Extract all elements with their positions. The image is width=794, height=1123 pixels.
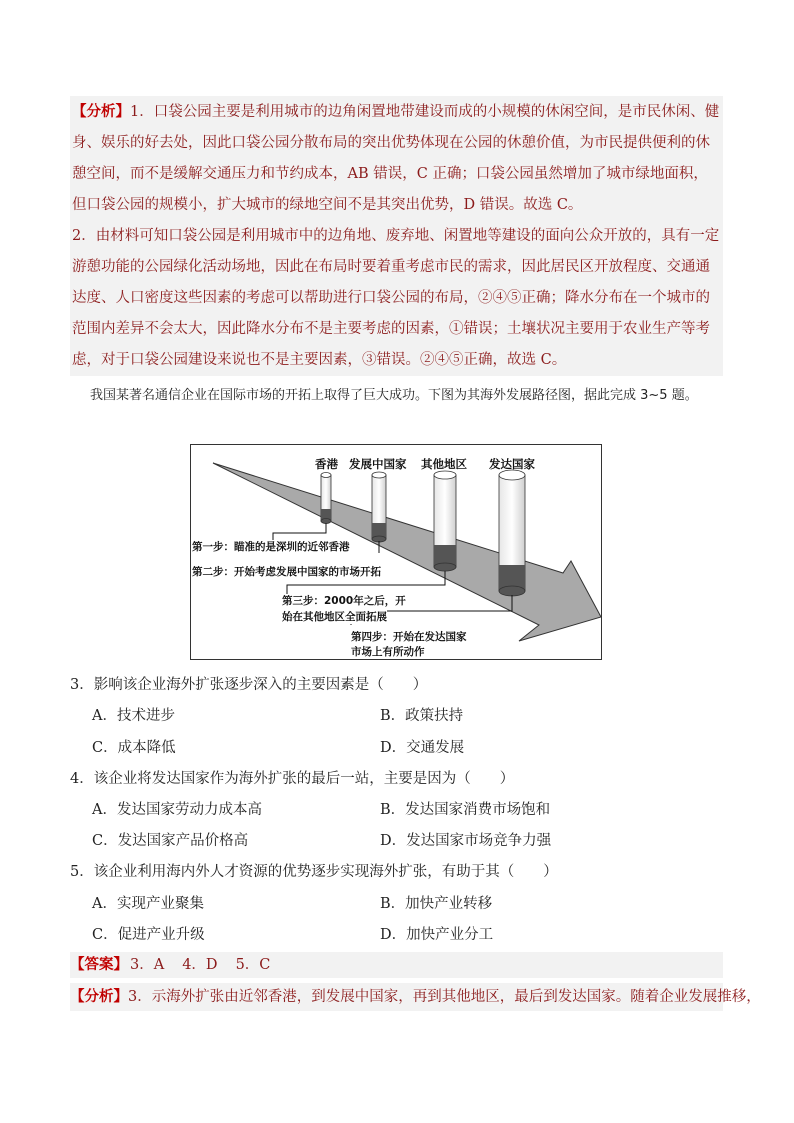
answer-tag: 【答案】 (70, 956, 128, 973)
analysis-block-1 (70, 96, 723, 376)
step-4-text-line2: 市场上有所动作 (351, 646, 425, 658)
analysis-block-2 (70, 983, 761, 1011)
question-3-stem: 3．影响该企业海外扩张逐步深入的主要因素是（ ） (70, 677, 428, 693)
q5-option-d[interactable]: D．加快产业分工 (380, 927, 494, 943)
q3-option-b[interactable]: B．政策扶持 (380, 708, 464, 724)
q5-option-a[interactable]: A．实现产业聚集 (92, 896, 204, 912)
q3-option-d[interactable]: D．交通发展 (380, 740, 465, 756)
question-5-stem: 5．该企业利用海内外人才资源的优势逐步实现海外扩张，有助于其（ ） (70, 864, 558, 880)
q3-option-a[interactable]: A．技术进步 (92, 708, 175, 724)
q3-option-c[interactable]: C．成本降低 (92, 740, 176, 756)
analysis-tag: 【分析】 (72, 103, 130, 120)
intro-text: 我国某著名通信企业在国际市场的开拓上取得了巨大成功。下图为其海外发展路径图，据此完成 3~5 题。 (90, 388, 698, 403)
analysis2-tag: 【分析】 (70, 988, 128, 1005)
answer-4: 4．D (182, 957, 218, 973)
label-hongkong: 香港 (315, 457, 338, 471)
label-developed-countries: 发达国家 (489, 457, 535, 471)
q5-option-c[interactable]: C．促进产业升级 (92, 927, 205, 943)
analysis-paragraph-1 (70, 96, 723, 221)
label-developing-countries: 发展中国家 (349, 457, 407, 471)
analysis-paragraph-2 (70, 221, 723, 376)
cylinder-other (434, 471, 456, 571)
step-2-text: 第二步：开始考虑发展中国家的市场开拓 (192, 566, 381, 578)
question-4-stem: 4．该企业将发达国家作为海外扩张的最后一站，主要是因为（ ） (70, 771, 515, 787)
q4-option-b[interactable]: B．发达国家消费市场饱和 (380, 802, 551, 818)
step-3-text-line2: 始在其他地区全面拓展 (282, 611, 387, 623)
q5-option-b[interactable]: B．加快产业转移 (380, 896, 493, 912)
answer-5: 5．C (235, 957, 271, 973)
step-1-text: 第一步：瞄准的是深圳的近邻香港 (192, 541, 350, 553)
answer-row (70, 952, 723, 978)
answer-3: 3．A (130, 957, 165, 973)
q4-option-a[interactable]: A．发达国家劳动力成本高 (92, 802, 262, 818)
cylinder-hongkong (321, 473, 331, 524)
cylinder-developing (372, 472, 386, 542)
analysis-text-1: 1．口袋公园主要是利用城市的边角闲置地带建设而成的小规模的休闲空间，是市民休闲、健身、娱乐的好去处，因此口袋公园分散布局的突出优势体现在公园的休憩价值，为市民提供便利的休憩空间，而不是缓解交通压力和节约成本，AB 错误，C 正确；口袋公园虽然增加了城市绿地面积，但口袋公园的规模小，扩大城市的绿地空间不是其突出优势，D 错误。故选 C。 (72, 104, 720, 213)
step-3-text-line1: 第三步：2000年之后，开 (282, 595, 406, 607)
q4-option-d[interactable]: D．发达国家市场竞争力强 (380, 833, 552, 849)
q4-option-c[interactable]: C．发达国家产品价格高 (92, 833, 249, 849)
question-intro (70, 380, 723, 411)
step-4-text-line1: 第四步：开始在发达国家 (351, 631, 467, 643)
analysis-text-2: 2．由材料可知口袋公园是利用城市中的边角地、废弃地、闲置地等建设的面向公众开放的，具有一定游憩功能的公园绿化活动场地，因此在布局时要着重考虑市民的需求，因此居民区开放程度、交通通达度、人口密度这些因素的考虑可以帮助进行口袋公园的布局，②④⑤正确；降水分布在一个城市的范围内差异不会太大，因此降水分布不是主要考虑的因素，①错误；土壤状况主要用于农业生产等考虑，对于口袋公园建设来说也不是主要因素，③错误。②④⑤正确，故选 C。 (72, 228, 720, 368)
label-other-regions: 其他地区 (421, 457, 467, 471)
expansion-path-figure (190, 444, 602, 660)
analysis2-text: 3．示海外扩张由近邻香港，到发展中国家，再到其他地区，最后到发达国家。随着企业发展推移， (128, 989, 761, 1005)
cylinder-developed (499, 470, 525, 596)
